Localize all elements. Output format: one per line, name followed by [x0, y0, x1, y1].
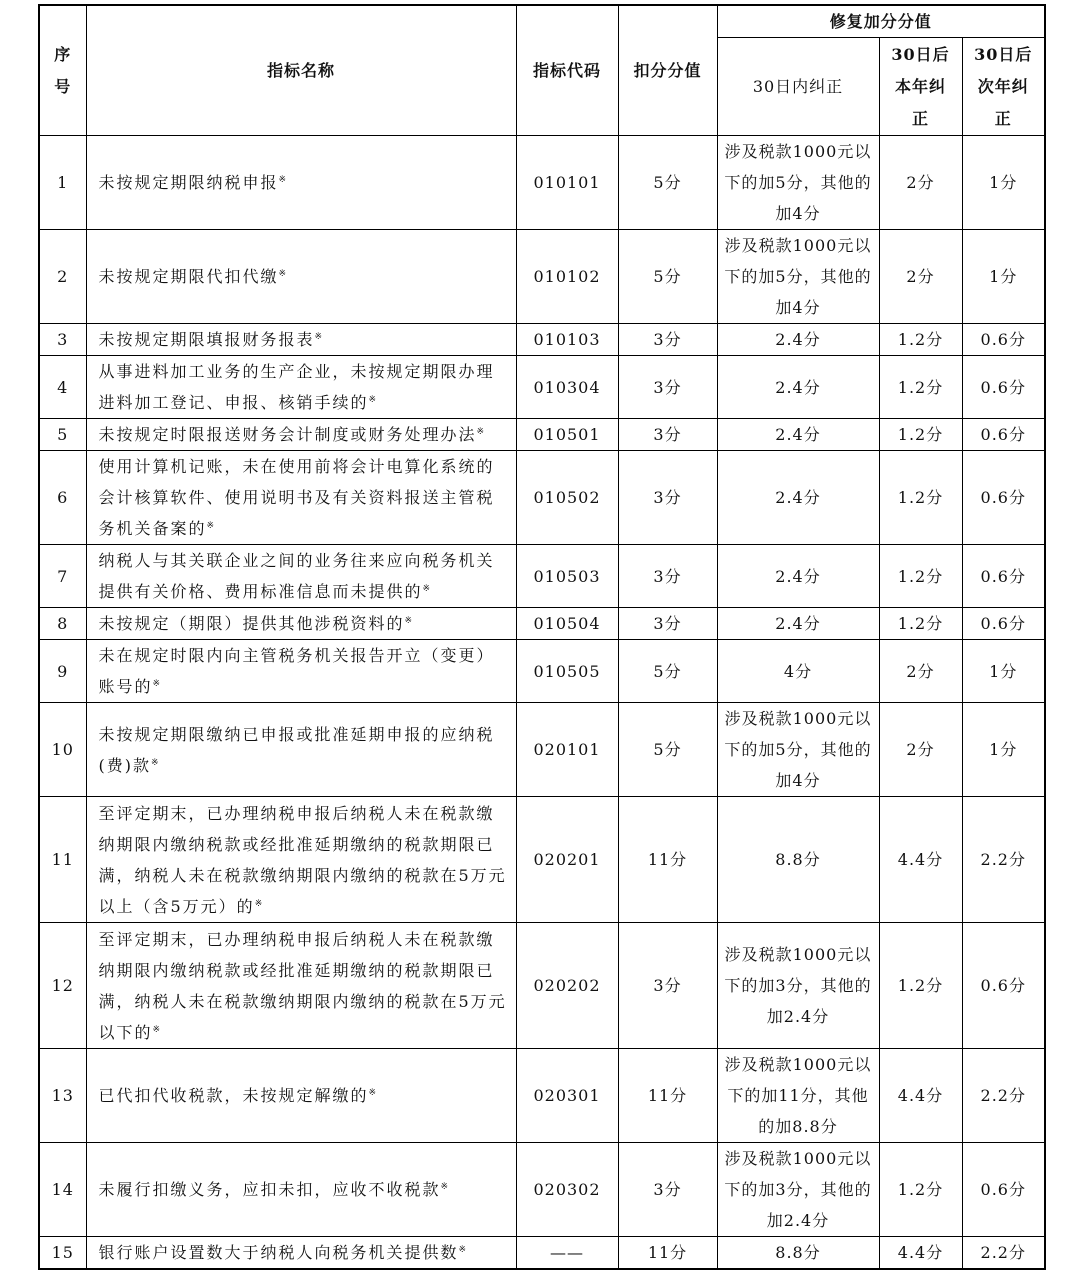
note-mark: ※ — [440, 1182, 451, 1192]
row-after-30-same-year: 1.2分 — [879, 419, 962, 451]
row-indicator-name: 未履行扣缴义务，应扣未扣，应收不收税款※ — [86, 1143, 516, 1237]
header-deduct-points: 扣分分值 — [618, 5, 717, 136]
row-within-30-days: 涉及税款1000元以下的加5分，其他的加4分 — [717, 136, 879, 230]
row-after-30-same-year: 2分 — [879, 703, 962, 797]
row-after-30-next-year: 2.2分 — [962, 1049, 1045, 1143]
row-deduct-points: 3分 — [618, 324, 717, 356]
row-within-30-days: 4分 — [717, 640, 879, 703]
row-seq: 6 — [39, 451, 86, 545]
row-indicator-code: 010101 — [516, 136, 618, 230]
row-after-30-same-year: 2分 — [879, 640, 962, 703]
row-deduct-points: 11分 — [618, 797, 717, 923]
row-after-30-same-year: 2分 — [879, 230, 962, 324]
row-within-30-days: 涉及税款1000元以下的加11分，其他的加8.8分 — [717, 1049, 879, 1143]
header-repair-points: 修复加分分值 — [717, 5, 1045, 38]
row-seq: 13 — [39, 1049, 86, 1143]
row-indicator-name: 未按规定（期限）提供其他涉税资料的※ — [86, 608, 516, 640]
row-indicator-code: 020201 — [516, 797, 618, 923]
row-after-30-next-year: 1分 — [962, 640, 1045, 703]
row-within-30-days: 2.4分 — [717, 545, 879, 608]
row-indicator-name: 至评定期末，已办理纳税申报后纳税人未在税款缴纳期限内缴纳税款或经批准延期缴纳的税款期限已满，纳税人未在税款缴纳期限内缴纳的税款在5万元以上（含5万元）的※ — [86, 797, 516, 923]
row-indicator-name: 未按规定期限填报财务报表※ — [86, 324, 516, 356]
row-after-30-next-year: 0.6分 — [962, 356, 1045, 419]
row-after-30-next-year: 0.6分 — [962, 923, 1045, 1049]
header-seq: 序号 — [39, 5, 86, 136]
row-after-30-next-year: 1分 — [962, 703, 1045, 797]
row-deduct-points: 3分 — [618, 923, 717, 1049]
row-within-30-days: 2.4分 — [717, 356, 879, 419]
row-after-30-same-year: 1.2分 — [879, 545, 962, 608]
row-deduct-points: 5分 — [618, 640, 717, 703]
row-deduct-points: 5分 — [618, 136, 717, 230]
row-seq: 3 — [39, 324, 86, 356]
row-after-30-next-year: 0.6分 — [962, 545, 1045, 608]
note-mark: ※ — [458, 1245, 469, 1255]
row-deduct-points: 5分 — [618, 230, 717, 324]
row-seq: 11 — [39, 797, 86, 923]
row-indicator-code: 020101 — [516, 703, 618, 797]
row-after-30-next-year: 2.2分 — [962, 797, 1045, 923]
row-indicator-code: 010102 — [516, 230, 618, 324]
note-mark: ※ — [152, 1024, 163, 1035]
row-after-30-same-year: 4.4分 — [879, 1237, 962, 1270]
row-indicator-code: 020302 — [516, 1143, 618, 1237]
row-indicator-name: 已代扣代收税款，未按规定解缴的※ — [86, 1049, 516, 1143]
row-indicator-name: 未在规定时限内向主管税务机关报告开立（变更）账号的※ — [86, 640, 516, 703]
row-after-30-next-year: 0.6分 — [962, 451, 1045, 545]
row-after-30-next-year: 0.6分 — [962, 608, 1045, 640]
row-indicator-name: 未按规定期限缴纳已申报或批准延期申报的应纳税(费)款※ — [86, 703, 516, 797]
header-within-30-days: 30日内纠正 — [717, 38, 879, 136]
row-indicator-code: 020202 — [516, 923, 618, 1049]
row-indicator-code: 010504 — [516, 608, 618, 640]
note-mark: ※ — [206, 521, 217, 531]
row-indicator-code: 010304 — [516, 356, 618, 419]
row-indicator-code: 010503 — [516, 545, 618, 608]
table-body — [39, 136, 1045, 1270]
row-within-30-days: 2.4分 — [717, 451, 879, 545]
table-row — [39, 1049, 1045, 1143]
row-within-30-days: 2.4分 — [717, 324, 879, 356]
row-indicator-code: —— — [516, 1237, 618, 1270]
row-after-30-same-year: 1.2分 — [879, 356, 962, 419]
row-indicator-name: 未按规定时限报送财务会计制度或财务处理办法※ — [86, 419, 516, 451]
row-within-30-days: 涉及税款1000元以下的加3分，其他的加2.4分 — [717, 923, 879, 1049]
table-row — [39, 1237, 1045, 1270]
note-mark: ※ — [151, 757, 161, 768]
row-within-30-days: 8.8分 — [717, 1237, 879, 1270]
row-within-30-days: 涉及税款1000元以下的加5分，其他的加4分 — [717, 230, 879, 324]
row-deduct-points: 3分 — [618, 451, 717, 545]
row-after-30-next-year: 2.2分 — [962, 1237, 1045, 1270]
row-indicator-name: 未按规定期限代扣代缴※ — [86, 230, 516, 324]
row-within-30-days: 2.4分 — [717, 608, 879, 640]
row-indicator-code: 010505 — [516, 640, 618, 703]
table-row — [39, 136, 1045, 230]
note-mark: ※ — [278, 269, 289, 279]
row-after-30-same-year: 2分 — [879, 136, 962, 230]
note-mark: ※ — [152, 679, 163, 689]
table-row — [39, 640, 1045, 703]
row-deduct-points: 3分 — [618, 419, 717, 451]
row-after-30-same-year: 1.2分 — [879, 608, 962, 640]
row-within-30-days: 2.4分 — [717, 419, 879, 451]
note-mark: ※ — [278, 175, 289, 185]
table-row — [39, 356, 1045, 419]
row-seq: 7 — [39, 545, 86, 608]
row-seq: 12 — [39, 923, 86, 1049]
table-row — [39, 703, 1045, 797]
row-seq: 14 — [39, 1143, 86, 1237]
row-indicator-name: 银行账户设置数大于纳税人向税务机关提供数※ — [86, 1237, 516, 1270]
row-deduct-points: 11分 — [618, 1049, 717, 1143]
table-row — [39, 419, 1045, 451]
row-indicator-name: 未按规定期限纳税申报※ — [86, 136, 516, 230]
header-after-30-days-same-year: 30日后本年纠正 — [879, 38, 962, 136]
row-after-30-next-year: 0.6分 — [962, 1143, 1045, 1237]
tax-credit-indicator-table — [38, 4, 1046, 1270]
table-row — [39, 797, 1045, 923]
row-deduct-points: 3分 — [618, 356, 717, 419]
table-row — [39, 608, 1045, 640]
row-indicator-code: 010502 — [516, 451, 618, 545]
row-after-30-same-year: 4.4分 — [879, 797, 962, 923]
row-seq: 4 — [39, 356, 86, 419]
row-seq: 9 — [39, 640, 86, 703]
row-within-30-days: 涉及税款1000元以下的加3分，其他的加2.4分 — [717, 1143, 879, 1237]
row-after-30-next-year: 1分 — [962, 136, 1045, 230]
row-seq: 5 — [39, 419, 86, 451]
row-indicator-code: 010103 — [516, 324, 618, 356]
table-row — [39, 923, 1045, 1049]
row-after-30-next-year: 0.6分 — [962, 419, 1045, 451]
row-within-30-days: 涉及税款1000元以下的加5分，其他的加4分 — [717, 703, 879, 797]
row-after-30-same-year: 1.2分 — [879, 1143, 962, 1237]
row-indicator-code: 010501 — [516, 419, 618, 451]
row-seq: 1 — [39, 136, 86, 230]
row-after-30-same-year: 1.2分 — [879, 923, 962, 1049]
row-indicator-name: 使用计算机记账，未在使用前将会计电算化系统的会计核算软件、使用说明书及有关资料报送主管税务机关备案的※ — [86, 451, 516, 545]
row-within-30-days: 8.8分 — [717, 797, 879, 923]
row-deduct-points: 11分 — [618, 1237, 717, 1270]
row-deduct-points: 3分 — [618, 1143, 717, 1237]
row-after-30-next-year: 0.6分 — [962, 324, 1045, 356]
note-mark: ※ — [368, 1088, 379, 1098]
row-deduct-points: 3分 — [618, 608, 717, 640]
table-row — [39, 451, 1045, 545]
note-mark: ※ — [422, 584, 433, 594]
row-indicator-code: 020301 — [516, 1049, 618, 1143]
row-indicator-name: 至评定期末，已办理纳税申报后纳税人未在税款缴纳期限内缴纳税款或经批准延期缴纳的税款期限已满，纳税人未在税款缴纳期限内缴纳的税款在5万元以下的※ — [86, 923, 516, 1049]
header-indicator-name: 指标名称 — [86, 5, 516, 136]
note-mark: ※ — [314, 332, 325, 342]
note-mark: ※ — [368, 395, 379, 405]
row-after-30-same-year: 1.2分 — [879, 324, 962, 356]
row-deduct-points: 5分 — [618, 703, 717, 797]
header-indicator-code: 指标代码 — [516, 5, 618, 136]
table-row — [39, 545, 1045, 608]
row-seq: 10 — [39, 703, 86, 797]
table-row — [39, 324, 1045, 356]
header-after-30-days-next-year: 30日后次年纠正 — [962, 38, 1045, 136]
table-row — [39, 1143, 1045, 1237]
row-seq: 8 — [39, 608, 86, 640]
row-seq: 2 — [39, 230, 86, 324]
row-after-30-same-year: 1.2分 — [879, 451, 962, 545]
note-mark: ※ — [254, 898, 265, 909]
table-row — [39, 230, 1045, 324]
row-indicator-name: 从事进料加工业务的生产企业，未按规定期限办理进料加工登记、申报、核销手续的※ — [86, 356, 516, 419]
row-indicator-name: 纳税人与其关联企业之间的业务往来应向税务机关提供有关价格、费用标准信息而未提供的※ — [86, 545, 516, 608]
note-mark: ※ — [476, 427, 487, 437]
row-after-30-next-year: 1分 — [962, 230, 1045, 324]
row-seq: 15 — [39, 1237, 86, 1270]
note-mark: ※ — [404, 616, 415, 626]
row-after-30-same-year: 4.4分 — [879, 1049, 962, 1143]
row-deduct-points: 3分 — [618, 545, 717, 608]
